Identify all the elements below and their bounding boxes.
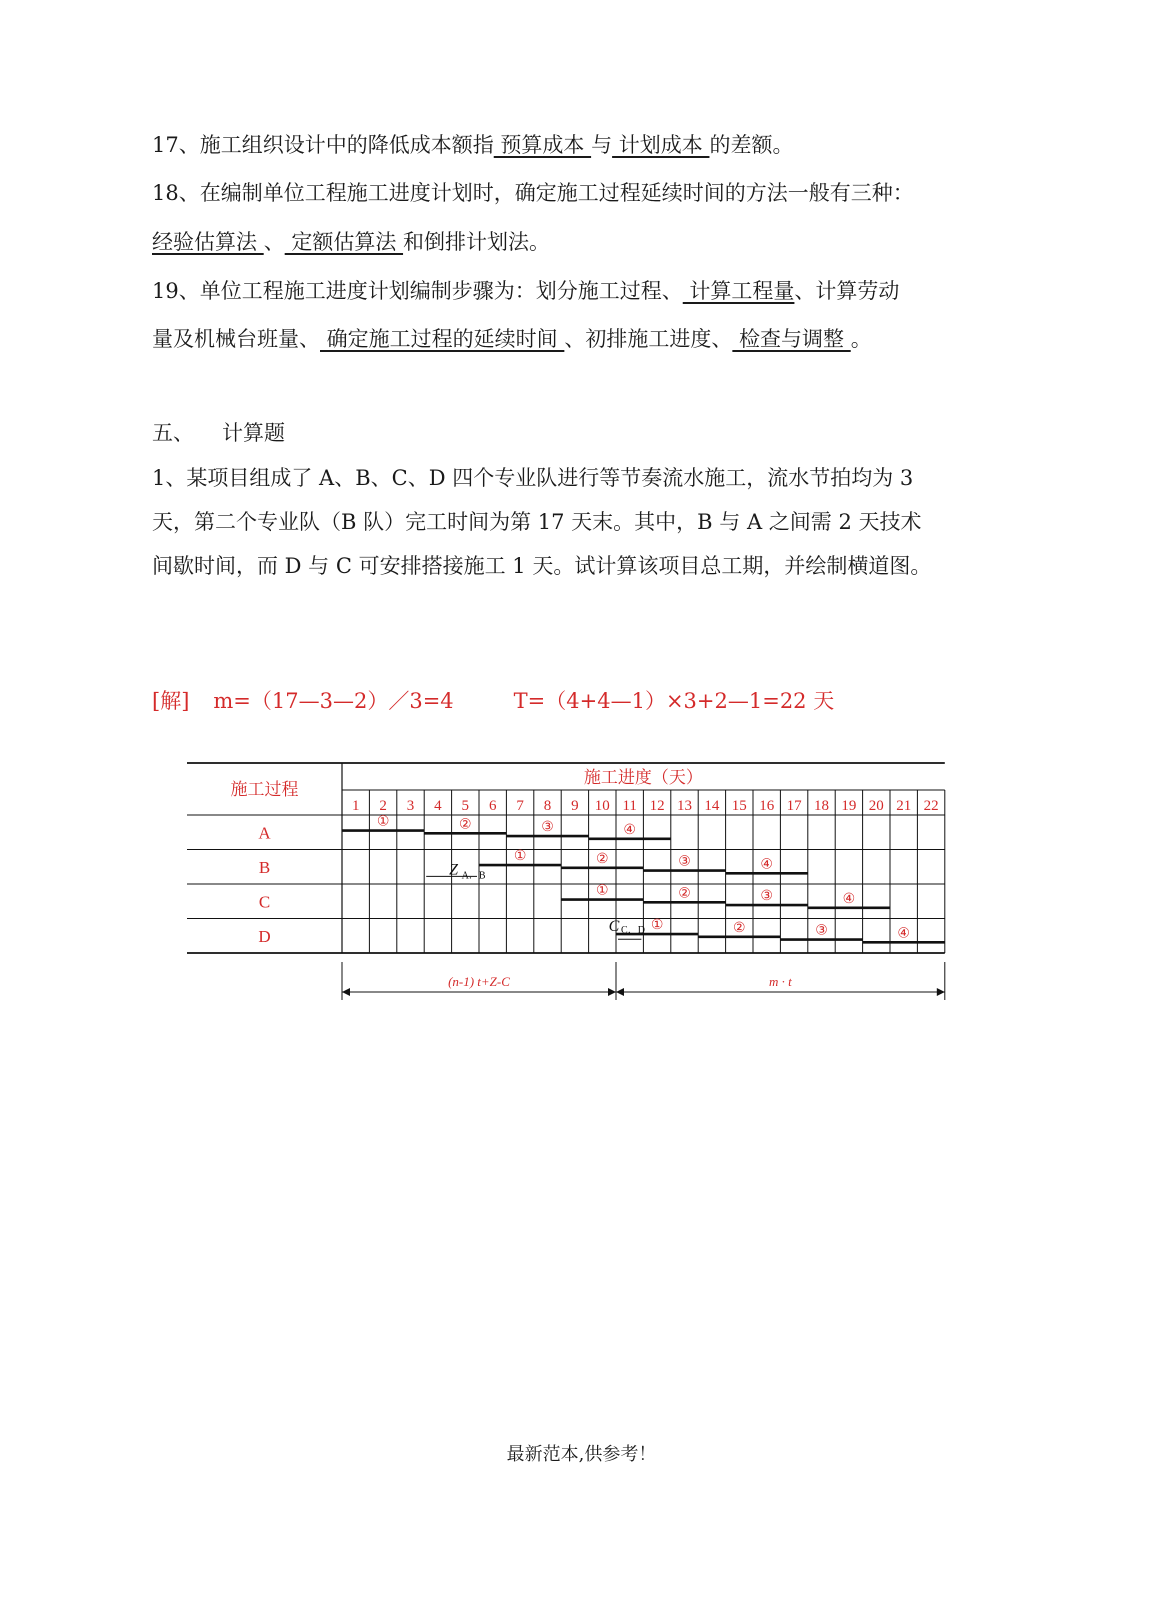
segment-label: ④ [623,822,636,838]
q17-prefix: 17、施工组织设计中的降低成本额指 [152,133,494,157]
segment-label: ④ [760,857,773,873]
q17-mid: 与 [591,133,613,157]
segment-label: ① [596,883,609,899]
q19-suffix-1: 、计算劳动 [794,279,900,303]
day-tick-label: 1 [351,798,360,814]
q19-mid-2: 、初排施工进度、 [564,327,733,351]
q19-blank-1: 计算工程量 [682,279,795,303]
row-label-b: B [258,857,271,877]
dim-right-label: m · t [769,974,792,989]
segment-label: ① [650,918,664,934]
segment-label: ④ [897,926,910,942]
ccd-label: C [608,918,620,936]
segment-label: ② [596,851,609,867]
day-tick-label: 16 [759,798,775,814]
header-progress: 施工进度（天） [583,768,703,787]
dim-arrow-right-end [937,988,945,996]
segment-label: ② [459,817,472,833]
solution-label: [解] [152,689,190,713]
problem-1-text-1: 1、某项目组成了 A、B、C、D 四个专业队进行等节奏流水施工，流水节拍均为 3 [152,466,914,490]
day-tick-label: 18 [814,798,829,814]
segment-label: ③ [760,889,773,905]
segment-label: ③ [815,923,828,939]
section-number: 五、 [152,421,194,445]
q18-suffix: 和倒排计划法。 [403,230,551,254]
segment-label: ① [376,814,390,830]
zab-subscript: A．B [461,870,486,882]
day-tick-label: 22 [923,798,939,814]
day-tick-label: 4 [434,798,442,814]
row-label-c: C [258,892,271,912]
q18-blank-1: 经验估算法 [152,230,264,254]
header-process: 施工过程 [230,780,299,799]
day-tick-label: 13 [677,798,692,814]
problem-1-text-2: 天，第二个专业队（B 队）完工时间为第 17 天末。其中，B 与 A 之间需 2 天技术 [152,510,922,534]
segment-label: ④ [842,891,856,907]
day-tick-label: 15 [731,798,747,814]
q19-blank-2: 确定施工过程的延续时间 [320,327,565,351]
q19-end: 。 [850,327,872,351]
q17-blank-2: 计划成本 [612,133,710,157]
day-tick-label: 17 [786,798,802,814]
solution-formula-m: m=（17—3—2）／3=4 [213,689,454,713]
segment-label: ② [678,886,691,902]
day-tick-label: 5 [461,798,470,814]
q17-blank-1: 预算成本 [493,133,592,157]
segment-label: ③ [678,854,691,870]
section-title: 计算题 [222,421,285,445]
q19-prefix: 19、单位工程施工进度计划编制步骤为：划分施工过程、 [152,279,683,303]
row-label-d: D [258,926,271,946]
day-tick-label: 2 [379,798,387,814]
segment-label: ③ [541,820,554,836]
dim-arrow-right-start [616,988,624,996]
day-tick-label: 9 [571,798,579,814]
day-tick-label: 12 [649,798,665,814]
problem-1-text-3: 间歇时间，而 D 与 C 可安排搭接施工 1 天。试计算该项目总工期，并绘制横道图。 [152,554,932,578]
q18-sep: 、 [263,230,285,254]
zab-label: Z [449,861,459,879]
segment-label: ① [513,849,527,865]
day-tick-label: 20 [868,798,884,814]
q18-blank-2: 定额估算法 [284,230,404,254]
day-tick-label: 19 [841,798,857,814]
day-tick-label: 8 [543,798,552,814]
day-tick-label: 3 [406,798,415,814]
q17-suffix: 的差额。 [709,133,794,157]
day-tick-label: 14 [704,798,720,814]
ccd-subscript: C．D [621,925,645,937]
q19-blank-3: 检查与调整 [732,327,851,351]
day-tick-label: 21 [896,798,912,814]
dim-left-label: (n-1) t+Z-C [448,974,510,989]
day-tick-label: 6 [488,798,497,814]
dim-arrow-left-start [342,988,350,996]
solution-formula-t: T=（4+4—1）×3+2—1=22 天 [513,689,835,713]
q18-line-1: 18、在编制单位工程施工进度计划时，确定施工过程延续时间的方法一般有三种： [152,181,914,205]
day-tick-label: 7 [516,798,524,814]
dim-arrow-left-end [608,988,616,996]
day-tick-label: 11 [622,798,637,814]
q19-line-2-prefix: 量及机械台班量、 [152,327,320,351]
row-label-a: A [258,823,271,843]
footer-note: 最新范本,供参考！ [506,1444,657,1465]
day-tick-label: 10 [594,798,610,814]
segment-label: ② [733,920,746,936]
